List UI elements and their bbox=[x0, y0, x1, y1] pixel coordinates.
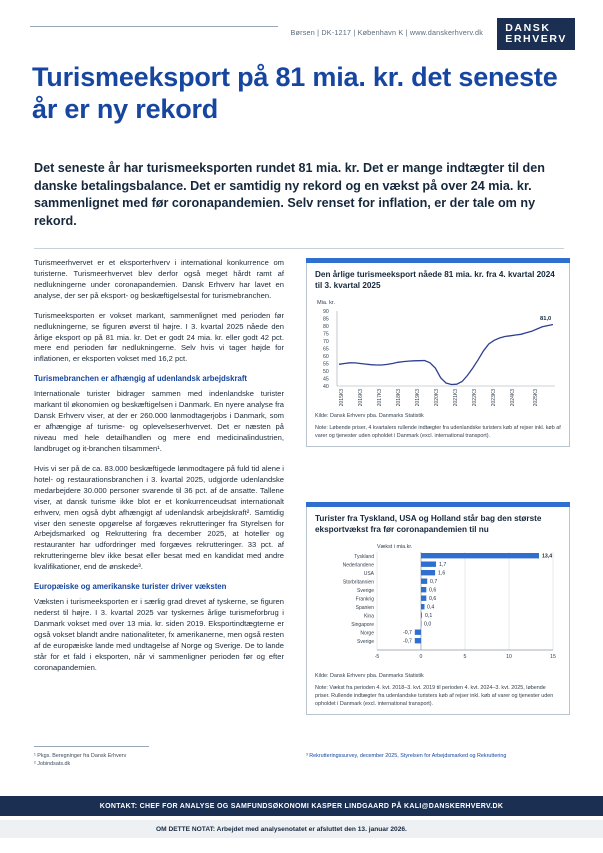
figure-2-title: Turister fra Tyskland, USA og Holland står bag den største eksportvækst fra før coronapandemien til nu bbox=[315, 514, 542, 534]
about-bar: OM DETTE NOTAT: Arbejdet med analysenotatet er afsluttet den 13. januar 2026. bbox=[0, 820, 603, 838]
svg-text:90: 90 bbox=[323, 308, 329, 315]
svg-text:60: 60 bbox=[323, 353, 329, 360]
svg-text:2017K3: 2017K3 bbox=[377, 388, 383, 406]
paragraph: Turismeeksporten er vokset markant, sammenlignet med perioden før nedlukningerne, se figuren øverst til højre. I 3. kvartal 2025 nåede den årlige eksport op på 81 mia. kr. Det er godt 24 mia. kr. eller godt 42 pct. mere end perioden før nedlukningerne. Selv hvis vi tager højde for inflationen, er eksporten vokset med 16,2 pct. bbox=[34, 310, 284, 364]
svg-text:75: 75 bbox=[323, 331, 329, 338]
header-rule bbox=[30, 26, 278, 27]
svg-text:Sverige: Sverige bbox=[357, 587, 374, 594]
svg-text:2022K3: 2022K3 bbox=[472, 388, 478, 406]
svg-text:55: 55 bbox=[323, 361, 329, 368]
svg-text:Kina: Kina bbox=[363, 613, 374, 620]
svg-text:2023K3: 2023K3 bbox=[491, 388, 497, 406]
svg-text:2016K3: 2016K3 bbox=[358, 388, 364, 406]
svg-text:5: 5 bbox=[463, 653, 467, 660]
paragraph: Turismeerhvervet er et eksporterhverv i international konkurrence om turisterne. Turismeerhvervet blev derfor også meget hårdt ramt af nedlukningerne under coronapandemien. Dansk Erhverv har lavet en analyse, der ser på eksport- og beskæftigelsestal for turismebranchen. bbox=[34, 258, 284, 300]
figure-1-box bbox=[306, 263, 570, 447]
svg-text:0,4: 0,4 bbox=[427, 604, 435, 611]
svg-text:Storbritannien: Storbritannien bbox=[342, 579, 374, 586]
lead-paragraph: Det seneste år har turismeeksporten rundet 81 mia. kr. Det er mange indtægter til den danske betalingsbalance. Det er samtidig ny rekord og en vækst på over 24 mia. kr. sammenlignet med før coronapandemien. Selv renset for inflation, er der tale om ny rekord. bbox=[34, 161, 545, 228]
bar-chart bbox=[315, 540, 561, 668]
svg-text:2015K3: 2015K3 bbox=[339, 388, 345, 406]
divider bbox=[34, 248, 564, 249]
paragraph: Internationale turister bidrager sammen med indenlandske turister markant til økonomien og beskæftigelsen i Danmark. En nyere analyse fra Dansk Erhverv viser, at der er 260.000 lønmodtagerjobs i Danmark, som er afhængige af turisme- og oplevelseserhvervet. Det er næsten på niveau med hele detailhandlen og mere end medicinalindustrien, landbruget og it-branchen tilsammen¹. bbox=[34, 389, 284, 454]
svg-text:-0,7: -0,7 bbox=[403, 629, 412, 636]
svg-text:0,7: 0,7 bbox=[430, 578, 438, 585]
figure-1 bbox=[306, 258, 570, 447]
svg-text:13,4: 13,4 bbox=[542, 553, 553, 560]
paragraph: Væksten i turismeeksporten er i særlig grad drevet af tyskerne, se figuren nederst til højre. I 3. kvartal 2025 var tyskernes årlige turismeforbrug i Danmark vokset med over 13 mia. kr. siden 2019. Eksportindtægterne er også vokset blandt andre nationaliteter, fx amerikanerne, men også resten af de europæiske lande med undtagelse af Norge og Sverige. De to lande står for et fald i eksporten, når vi sammenligner perioden før og efter coronapandemien. bbox=[34, 597, 284, 672]
svg-text:Nederlandene: Nederlandene bbox=[342, 562, 374, 569]
figure-1-title: Den årlige turismeeksport nåede 81 mia. kr. fra 4. kvartal 2024 til 3. kvartal 2025 bbox=[315, 270, 555, 290]
svg-text:0,6: 0,6 bbox=[429, 595, 437, 602]
svg-text:40: 40 bbox=[323, 383, 329, 390]
svg-text:0,1: 0,1 bbox=[425, 612, 433, 619]
svg-text:Tyskland: Tyskland bbox=[354, 553, 374, 560]
svg-text:70: 70 bbox=[323, 338, 329, 345]
svg-text:1,6: 1,6 bbox=[438, 570, 446, 577]
figure-2-box bbox=[306, 507, 570, 715]
svg-text:2020K3: 2020K3 bbox=[434, 388, 440, 406]
svg-text:85: 85 bbox=[323, 316, 329, 323]
svg-text:-5: -5 bbox=[374, 653, 380, 660]
footnote-1: ¹ Pkgs. Beregninger fra Dansk Erhverv bbox=[34, 753, 127, 759]
logo-line-1: DANSK bbox=[505, 22, 551, 34]
svg-text:2021K3: 2021K3 bbox=[453, 388, 459, 406]
svg-text:0: 0 bbox=[419, 653, 423, 660]
svg-text:81,0: 81,0 bbox=[540, 315, 552, 322]
svg-text:0,6: 0,6 bbox=[429, 587, 437, 594]
footnote-3 bbox=[306, 752, 566, 760]
svg-text:USA: USA bbox=[363, 570, 374, 577]
svg-text:2025K3: 2025K3 bbox=[533, 388, 539, 406]
page-header bbox=[0, 0, 603, 52]
svg-text:-0,7: -0,7 bbox=[403, 638, 412, 645]
svg-text:2018K3: 2018K3 bbox=[396, 388, 402, 406]
svg-text:80: 80 bbox=[323, 323, 329, 330]
svg-text:2024K3: 2024K3 bbox=[510, 388, 516, 406]
figure-2 bbox=[306, 502, 570, 715]
body-column bbox=[34, 258, 284, 683]
svg-text:2019K3: 2019K3 bbox=[415, 388, 421, 406]
footnote-2: ² Jobindsats.dk bbox=[34, 761, 71, 768]
figure-2-source: Kilde: Dansk Erhverv pba. Danmarks Statistik bbox=[315, 672, 424, 679]
svg-text:1,7: 1,7 bbox=[439, 561, 447, 568]
svg-text:50: 50 bbox=[323, 368, 329, 375]
svg-text:Spanien: Spanien bbox=[355, 604, 374, 611]
svg-text:Vækst i mia.kr.: Vækst i mia.kr. bbox=[377, 543, 413, 550]
svg-text:65: 65 bbox=[323, 346, 329, 353]
svg-text:Mia. kr.: Mia. kr. bbox=[317, 299, 336, 306]
paragraph: Hvis vi ser på de ca. 83.000 beskæftigede lønmodtagere på fuld tid alene i hotel- og restaurationsbranchen i 3. kvartal 2025, udgjorde udenlandske medarbejdere 30.000 personer svarende til 36 pct. af de ansatte. Tallene viser, at dansk turisme ikke blot er et konkurrenceudsat internationalt erhverv, men også dybt afhængigt af udenlandsk arbejdskraft². Samtidig viser den seneste opgørelse af forgæves rekrutteringer fra Styrelsen for Arbejdsmarked og Rekruttering fra december 2025, at hoteller og restauranter har udfordringer med forgæves rekrutteringer. 33 pct. af rekrutteringerne blev ikke besat eller besat med en kandidat med andre kvalifikationer, end de ønskede³. bbox=[34, 463, 284, 572]
header-address: Børsen | DK-1217 | København K | www.danskerhverv.dk bbox=[290, 28, 483, 37]
dansk-erhverv-logo bbox=[497, 18, 575, 50]
svg-text:15: 15 bbox=[550, 653, 556, 660]
logo-line-2: ERHVERV bbox=[505, 32, 567, 45]
svg-text:Sverige: Sverige bbox=[357, 638, 374, 645]
footnotes bbox=[34, 752, 284, 768]
page-title: Turismeeksport på 81 mia. kr. det seneste år er ny rekord bbox=[32, 62, 558, 124]
contact-bar: KONTAKT: CHEF FOR ANALYSE OG SAMFUNDSØKONOMI KASPER LINDGAARD PÅ KALI@DANSKERHVERV.DK bbox=[0, 796, 603, 816]
figure-1-plot bbox=[315, 296, 561, 408]
svg-text:45: 45 bbox=[323, 376, 329, 383]
svg-text:Norge: Norge bbox=[360, 630, 374, 637]
svg-text:10: 10 bbox=[506, 653, 512, 660]
section-heading: Europæiske og amerikanske turister driver væksten bbox=[34, 582, 227, 592]
figure-2-plot bbox=[315, 540, 561, 668]
svg-text:Singapore: Singapore bbox=[351, 621, 374, 628]
footnote-rule bbox=[34, 746, 149, 747]
figure-1-source: Kilde: Dansk Erhverv pba. Danmarks Statistik bbox=[315, 412, 424, 419]
line-chart bbox=[315, 296, 561, 408]
svg-text:0,0: 0,0 bbox=[424, 621, 432, 628]
figure-2-note: Note: Vækst fra perioden 4. kvt. 2018–3. kvt. 2019 til perioden 4. kvt. 2024–3. kvt. 2025, løbende priser. Rullende indtægter fra udenlandske turisters køb af rejser inkl. køb af varer og tjenester uden opholdet i Danmark (excl. international transport). bbox=[315, 684, 554, 707]
footnote-3-link[interactable]: ³ Rekrutteringssurvey, december 2025, Styrelsen for Arbejdsmarked og Rekruttering bbox=[306, 753, 507, 759]
figure-1-note: Note: Løbende priser, 4 kvartalers rullende indtægter fra udenlandske turisters køb af rejser inkl. køb af varer og tjenester uden opholdet i Danmark (excl. international transport). bbox=[315, 424, 561, 439]
svg-text:Frankrig: Frankrig bbox=[355, 596, 374, 603]
section-heading: Turismebranchen er afhængig af udenlandsk arbejdskraft bbox=[34, 374, 248, 384]
